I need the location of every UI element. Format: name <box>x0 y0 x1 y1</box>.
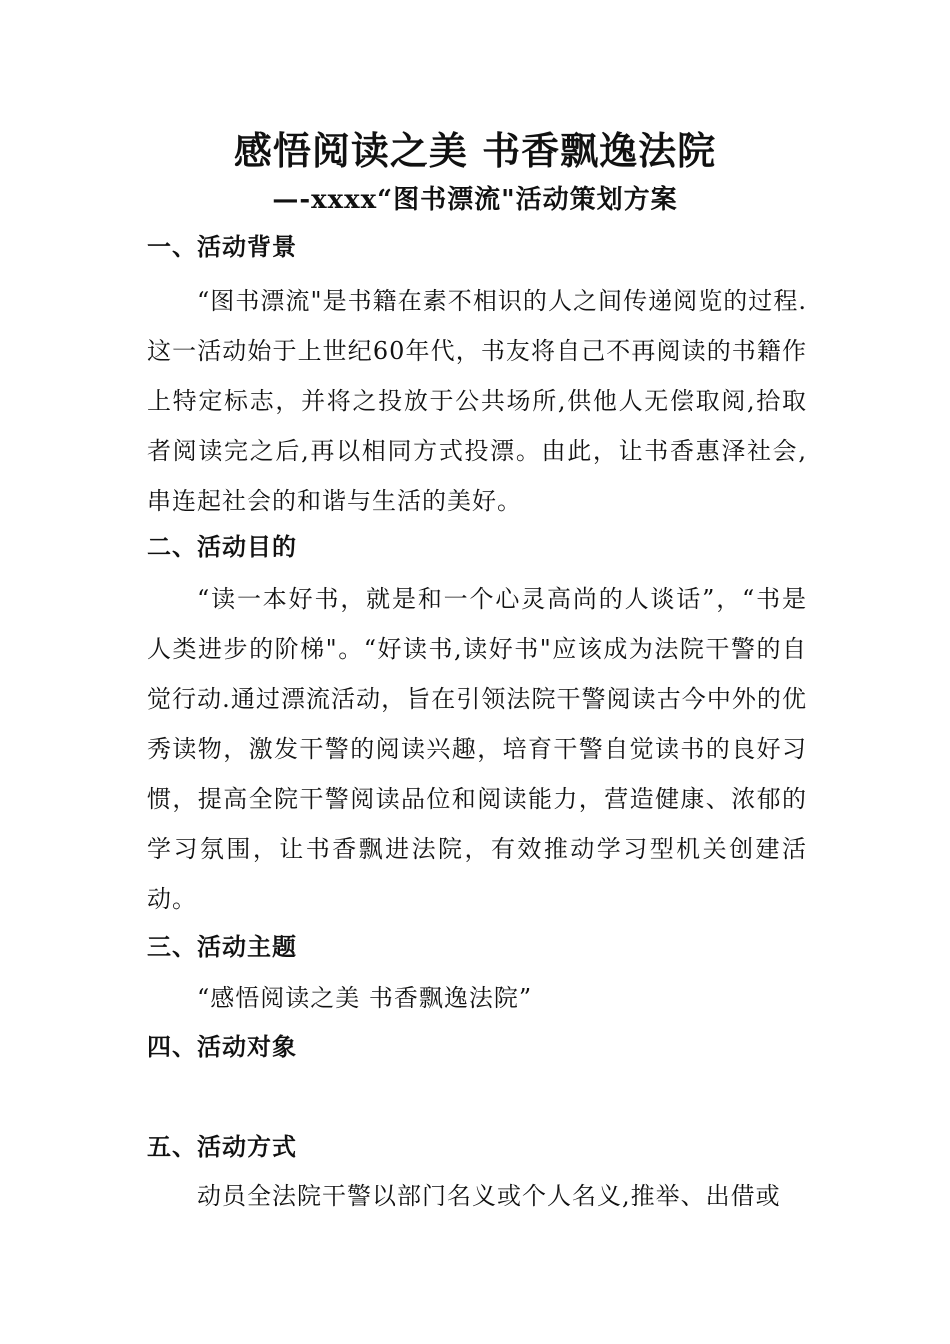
section-heading-background: 一、活动背景 <box>147 232 297 261</box>
section-body-method: 动员全法院干警以部门名义或个人名义,推举、出借或 <box>197 1182 781 1210</box>
section-heading-purpose: 二、活动目的 <box>147 532 297 561</box>
section-body-purpose: “读一本好书，就是和一个心灵高尚的人谈话”，“书是人类进步的阶梯"。“好读书,读好书"应该成为法院干警的自觉行动.通过漂流活动，旨在引领法院干警阅读古今中外的优秀读物，激发干警的阅读兴趣，培育干警自觉读书的良好习惯，提高全院干警阅读品位和阅读能力，营造健康、浓郁的学习氛围，让书香飘进法院，有效推动学习型机关创建活动。 <box>147 585 807 913</box>
section-heading-theme: 三、活动主题 <box>147 932 297 961</box>
section-body-background: “图书漂流"是书籍在素不相识的人之间传递阅览的过程.这一活动始于上世纪60年代，书友将自己不再阅读的书籍作上特定标志，并将之投放于公共场所,供他人无偿取阅,拾取者阅读完之后,再以相同方式投漂。由此，让书香惠泽社会,串连起社会的和谐与生活的美好。 <box>147 287 807 515</box>
section-body-theme: “感悟阅读之美 书香飘逸法院” <box>197 984 533 1012</box>
document-title: 感悟阅读之美 书香飘逸法院 <box>233 128 717 173</box>
section-heading-audience: 四、活动对象 <box>147 1032 297 1061</box>
section-heading-method: 五、活动方式 <box>147 1132 297 1161</box>
document-subtitle: —-xxxx“图书漂流"活动策划方案 <box>272 185 678 215</box>
